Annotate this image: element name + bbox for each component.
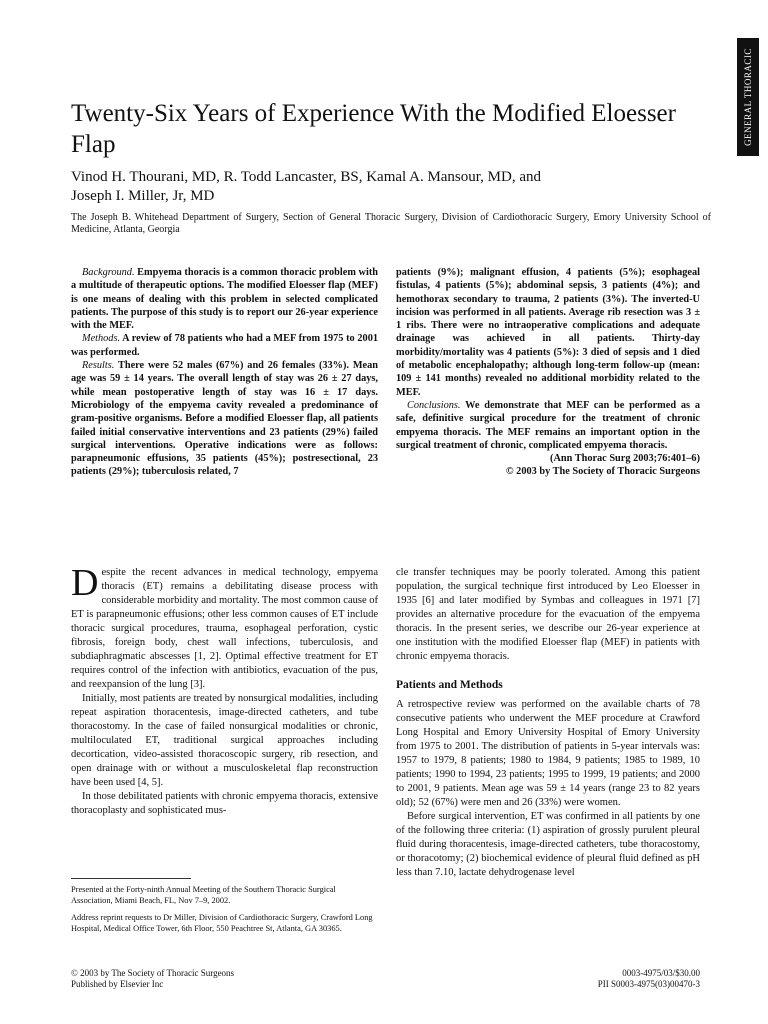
methods-text: A review of 78 patients who had a MEF from 1975 to 2001 was performed.: [71, 333, 378, 358]
section-tab: [737, 38, 759, 156]
footer-copyright: © 2003 by The Society of Thoracic Surgeons: [71, 968, 235, 978]
section-heading: Patients and Methods: [396, 679, 503, 691]
intro-paragraph-1: espite the recent advances in medical technology, empyema thoracis (ET) remains a debilitating disease process with considerable morbidity and mortality. The most common cause of ET is parapneumonic effusions; other less common causes of ET include thoracic surgical procedures, trauma, esophageal perforation, cystic fibrosis, foreign body, chest wall infections, tuberculosis, and subdiaphragmatic abscesses [1, 2]. Optimal effective treatment for ET requires control of the infection with antibiotics, evacuation of the pus, and reexpansion of the lung [3].: [71, 567, 378, 690]
footnotes: [71, 884, 378, 940]
intro-paragraph-2: Initially, most patients are treated by nonsurgical modalities, including repeat aspiration thoracentesis, image-directed catheters, and tube thoracostomy. In the case of failed nonsurgical modalities or chronic, multiloculated ET, traditional surgical approaches including decortication, video-assisted thoracoscopic surgery, rib resection, and open drainage with or without a musculoskeletal flap reconstruction have been used [4, 5].: [71, 693, 378, 788]
footer-pii: PII S0003-4975(03)00470-3: [597, 979, 700, 989]
footer-issn: 0003-4975/03/$30.00: [622, 968, 700, 978]
drop-cap: D: [71, 562, 99, 604]
author-line-1: Vinod H. Thourani, MD, R. Todd Lancaster, BS, Kamal A. Mansour, MD, and: [71, 169, 541, 185]
affiliation: The Joseph B. Whitehead Department of Surgery, Section of General Thoracic Surgery, Division of Cardiothoracic Surgery, Emory University School of Medicine, Atlanta, Georgia: [71, 212, 711, 235]
methods-paragraph-2: Before surgical intervention, ET was confirmed in all patients by one of the following three criteria: (1) aspiration of grossly purulent pleural fluid during thoracentesis, image-directed catheters, tube thoracostomy, or thoracotomy; (2) biochemical evidence of pleural fluid defined as pH less than 7.10, lactate dehydrogenase level: [396, 811, 700, 878]
methods-paragraph-1: A retrospective review was performed on the available charts of 78 consecutive patients who underwent the MEF procedure at Crawford Long Hospital and Emory University Hospital of Emory University from 1975 to 2001. The distribution of patients in 5-year intervals was: 1957 to 1979, 8 patients; 1980 to 1984, 9 patients; 1985 to 1989, 10 patients; 1990 to 1994, 23 patients; 1995 to 1999, 19 patients; and 2000 to 2001, 9 patients. Mean age was 59 ± 14 years (range 23 to 82 years old); 52 (67%) were men and 26 (33%) were women.: [396, 699, 700, 808]
footer-publisher: Published by Elsevier Inc: [71, 979, 164, 989]
background-text: Empyema thoracis is a common thoracic problem with a multitude of therapeutic options. The modified Eloesser flap (MEF) is one means of dealing with this problem in selected complicated patients. The purpose of this study is to report our 26-year experience with the MEF.: [71, 267, 378, 332]
footnote-presented: Presented at the Forty-ninth Annual Meeting of the Southern Thoracic Surgical Association, Miami Beach, FL, Nov 7–9, 2002.: [71, 885, 336, 905]
results-text: There were 52 males (67%) and 26 females (33%). Mean age was 59 ± 14 years. The overall length of stay was 26 ± 27 days, while mean postoperative length of stay was 16 ± 17 days. Microbiology of the empyema cavity revealed a predominance of gram-positive organisms. Before a modified Eloesser flap, all patients failed initial conservative interventions and 23 patients (29%) failed surgical interventions. Operative indications were as follows: parapneumonic effusions, 35 patients (45%); postresectional, 23 patients (29%); tuberculosis related, 7: [71, 360, 378, 478]
footer-right: [500, 968, 700, 990]
footer-left: [71, 968, 234, 990]
methods-label: Methods.: [82, 333, 121, 345]
abstract-copyright: © 2003 by The Society of Thoracic Surgeons: [505, 466, 700, 478]
footnote-address: Address reprint requests to Dr Miller, Division of Cardiothoracic Surgery, Crawford Long Hospital, Medical Office Tower, 6th Floor, 550 Peachtree St, Atlanta, GA 30365.: [71, 913, 373, 933]
results-label: Results.: [82, 360, 115, 372]
results-continued: patients (9%); malignant effusion, 4 patients (5%); esophageal fistulas, 4 patients (5%); abdominal sepsis, 3 patients (4%); and hemothorax secondary to trauma, 2 patients (3%). The inverted-U incision was performed in all patients. Average rib resection was 3 ± 1 ribs. There were no intraoperative complications and adequate drainage was achieved in all patients. Thirty-day morbidity/mortality was 4 patients (5%): 3 died of sepsis and 1 died of metabolic encephalopathy; although long-term follow-up (mean: 109 ± 141 months) revealed no additional morbidity related to the MEF.: [396, 267, 700, 398]
body-right-column: [396, 566, 700, 880]
body-left-column: [71, 562, 378, 818]
author-line-2: Joseph I. Miller, Jr, MD: [71, 188, 215, 204]
background-label: Background.: [82, 267, 135, 278]
conclusions-label: Conclusions.: [407, 399, 461, 411]
article-title: Twenty-Six Years of Experience With the Modified Eloesser Flap: [71, 100, 676, 158]
intro-paragraph-3: In those debilitated patients with chronic empyema thoracis, extensive thoracoplasty and sophisticated mus-: [71, 791, 378, 816]
intro-continued: cle transfer techniques may be poorly tolerated. Among this patient population, the surgical technique first introduced by Leo Eloesser in 1935 [6] and later modified by Symbas and colleagues in 1971 [7] provides an alternative procedure for the evacuation of the empyema thoracis. In the present series, we describe our 26-year experience at one institution with the modified Eloesser flap (MEF) in patients with chronic empyema thoracis.: [396, 567, 700, 662]
abstract-right-column: [396, 266, 700, 479]
abstract-left-column: [71, 266, 378, 479]
section-tab-label: GENERAL THORACIC: [743, 48, 753, 146]
author-list: [71, 168, 691, 206]
footnote-rule: [71, 878, 191, 879]
conclusions-text: We demonstrate that MEF can be performed as a safe, definitive surgical procedure for the treatment of chronic empyema thoracis. The MEF remains an important option in the surgical treatment of chronic, complicated empyema thoracis.: [396, 399, 700, 451]
journal-citation: (Ann Thorac Surg 2003;76:401–6): [550, 453, 700, 465]
